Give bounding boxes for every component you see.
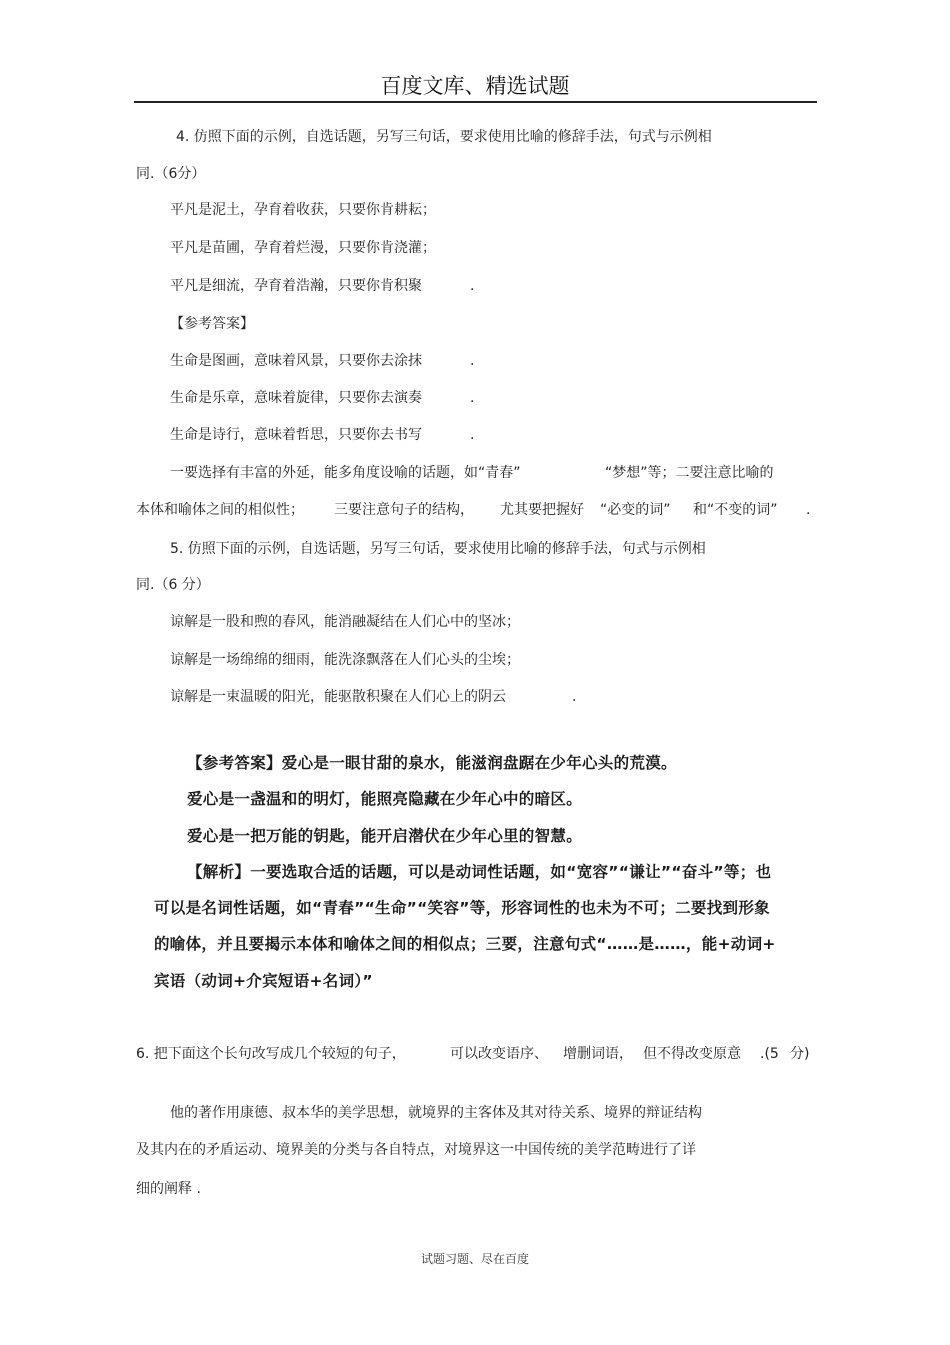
q4-note-line1-a: 一要选择有丰富的外延，能多角度设喻的话题，如“青春”	[170, 465, 521, 481]
q4-answer-2-period: .	[470, 390, 475, 406]
q4-stem-line1: 4. 仿照下面的示例，自选话题，另写三句话，要求使用比喻的修辞手法，句式与示例相	[176, 129, 712, 145]
q5-analysis-line4: 宾语（动词+介宾短语+名词）”	[154, 972, 373, 990]
q6-stem-a: 6. 把下面这个长句改写成几个较短的句子，	[136, 1046, 406, 1062]
q4-note-line2-b: 三要注意句子的结构，	[334, 502, 474, 518]
q4-example-2: 平凡是苗圃，孕育着烂漫，只要你肯浇灌；	[170, 240, 436, 256]
q6-stem-b: 可以改变语序、	[450, 1046, 548, 1062]
q6-passage-line1: 他的著作用康德、叔本华的美学思想，就境界的主客体及其对待关系、境界的辩证结构	[170, 1105, 702, 1121]
q4-note-line2-period: .	[806, 502, 811, 518]
q4-answer-1-period: .	[470, 353, 475, 369]
q4-stem-line2: 同.（6分）	[136, 166, 206, 182]
q4-reference-label: 【参考答案】	[170, 316, 254, 332]
q5-answer-line1: 【参考答案】爱心是一眼甘甜的泉水，能滋润盘踞在少年心头的荒漠。	[187, 754, 677, 772]
q5-stem-line2: 同.（6 分）	[136, 577, 210, 593]
q4-example-3: 平凡是细流，孕育着浩瀚，只要你肯积聚	[170, 278, 422, 294]
q5-example-1: 谅解是一股和煦的春风，能消融凝结在人们心中的坚冰；	[170, 614, 520, 630]
q5-example-2: 谅解是一场绵绵的细雨，能洗涤飘落在人们心头的尘埃；	[170, 652, 520, 668]
q4-answer-1: 生命是图画，意味着风景，只要你去涂抹	[170, 353, 422, 369]
q4-answer-3-period: .	[470, 427, 475, 443]
q5-example-3-period: .	[572, 689, 577, 705]
q4-answer-3: 生命是诗行，意味着哲思，只要你去书写	[170, 427, 422, 443]
q4-note-line2-c: 尤其要把握好	[500, 502, 584, 518]
q5-answer-line3: 爱心是一把万能的钥匙，能开启潜伏在少年心里的智慧。	[187, 827, 583, 845]
page-header-title: 百度文库、精选试题	[380, 74, 570, 98]
q6-stem-d: 但不得改变原意	[643, 1046, 741, 1062]
q4-note-line2-e: 和“不变的词”	[693, 502, 778, 518]
q5-analysis-line3: 的喻体，并且要揭示本体和喻体之间的相似点；三要，注意句式“……是……，能+动词+	[154, 935, 776, 953]
q4-note-line2-a: 本体和喻体之间的相似性；	[136, 502, 304, 518]
q5-analysis-line1: 【解析】一要选取合适的话题，可以是动词性话题，如“宽容”“谦让”“奋斗”等；也	[187, 863, 772, 881]
q5-example-3: 谅解是一束温暖的阳光，能驱散积聚在人们心上的阴云	[170, 689, 506, 705]
q5-analysis-line2: 可以是名词性话题，如“青春”“生命”“笑容”等，形容词性的也未为不可；二要找到形象	[154, 899, 770, 917]
q4-note-line1-b: “梦想”等；二要注意比喻的	[605, 465, 774, 481]
page-footer: 试题习题、尽在百度	[420, 1252, 529, 1266]
q6-passage-line3: 细的阐释 .	[136, 1181, 201, 1197]
q6-passage-line2: 及其内在的矛盾运动、境界美的分类与各自特点，对境界这一中国传统的美学范畴进行了详	[136, 1142, 696, 1158]
q4-example-3-period: .	[470, 278, 475, 294]
q5-stem-line1: 5. 仿照下面的示例，自选话题，另写三句话，要求使用比喻的修辞手法，句式与示例相	[170, 541, 706, 557]
header-divider	[134, 101, 817, 103]
q6-stem-e: .(5	[760, 1046, 779, 1062]
q5-answer-line2: 爱心是一盏温和的明灯，能照亮隐藏在少年心中的暗区。	[187, 790, 583, 808]
q4-note-line2-d: “必变的词”	[600, 502, 671, 518]
q6-stem-c: 增删词语，	[563, 1046, 633, 1062]
q4-answer-2: 生命是乐章，意味着旋律，只要你去演奏	[170, 390, 422, 406]
q4-example-1: 平凡是泥土，孕育着收获，只要你肯耕耘；	[170, 202, 436, 218]
q6-stem-f: 分)	[790, 1046, 810, 1062]
